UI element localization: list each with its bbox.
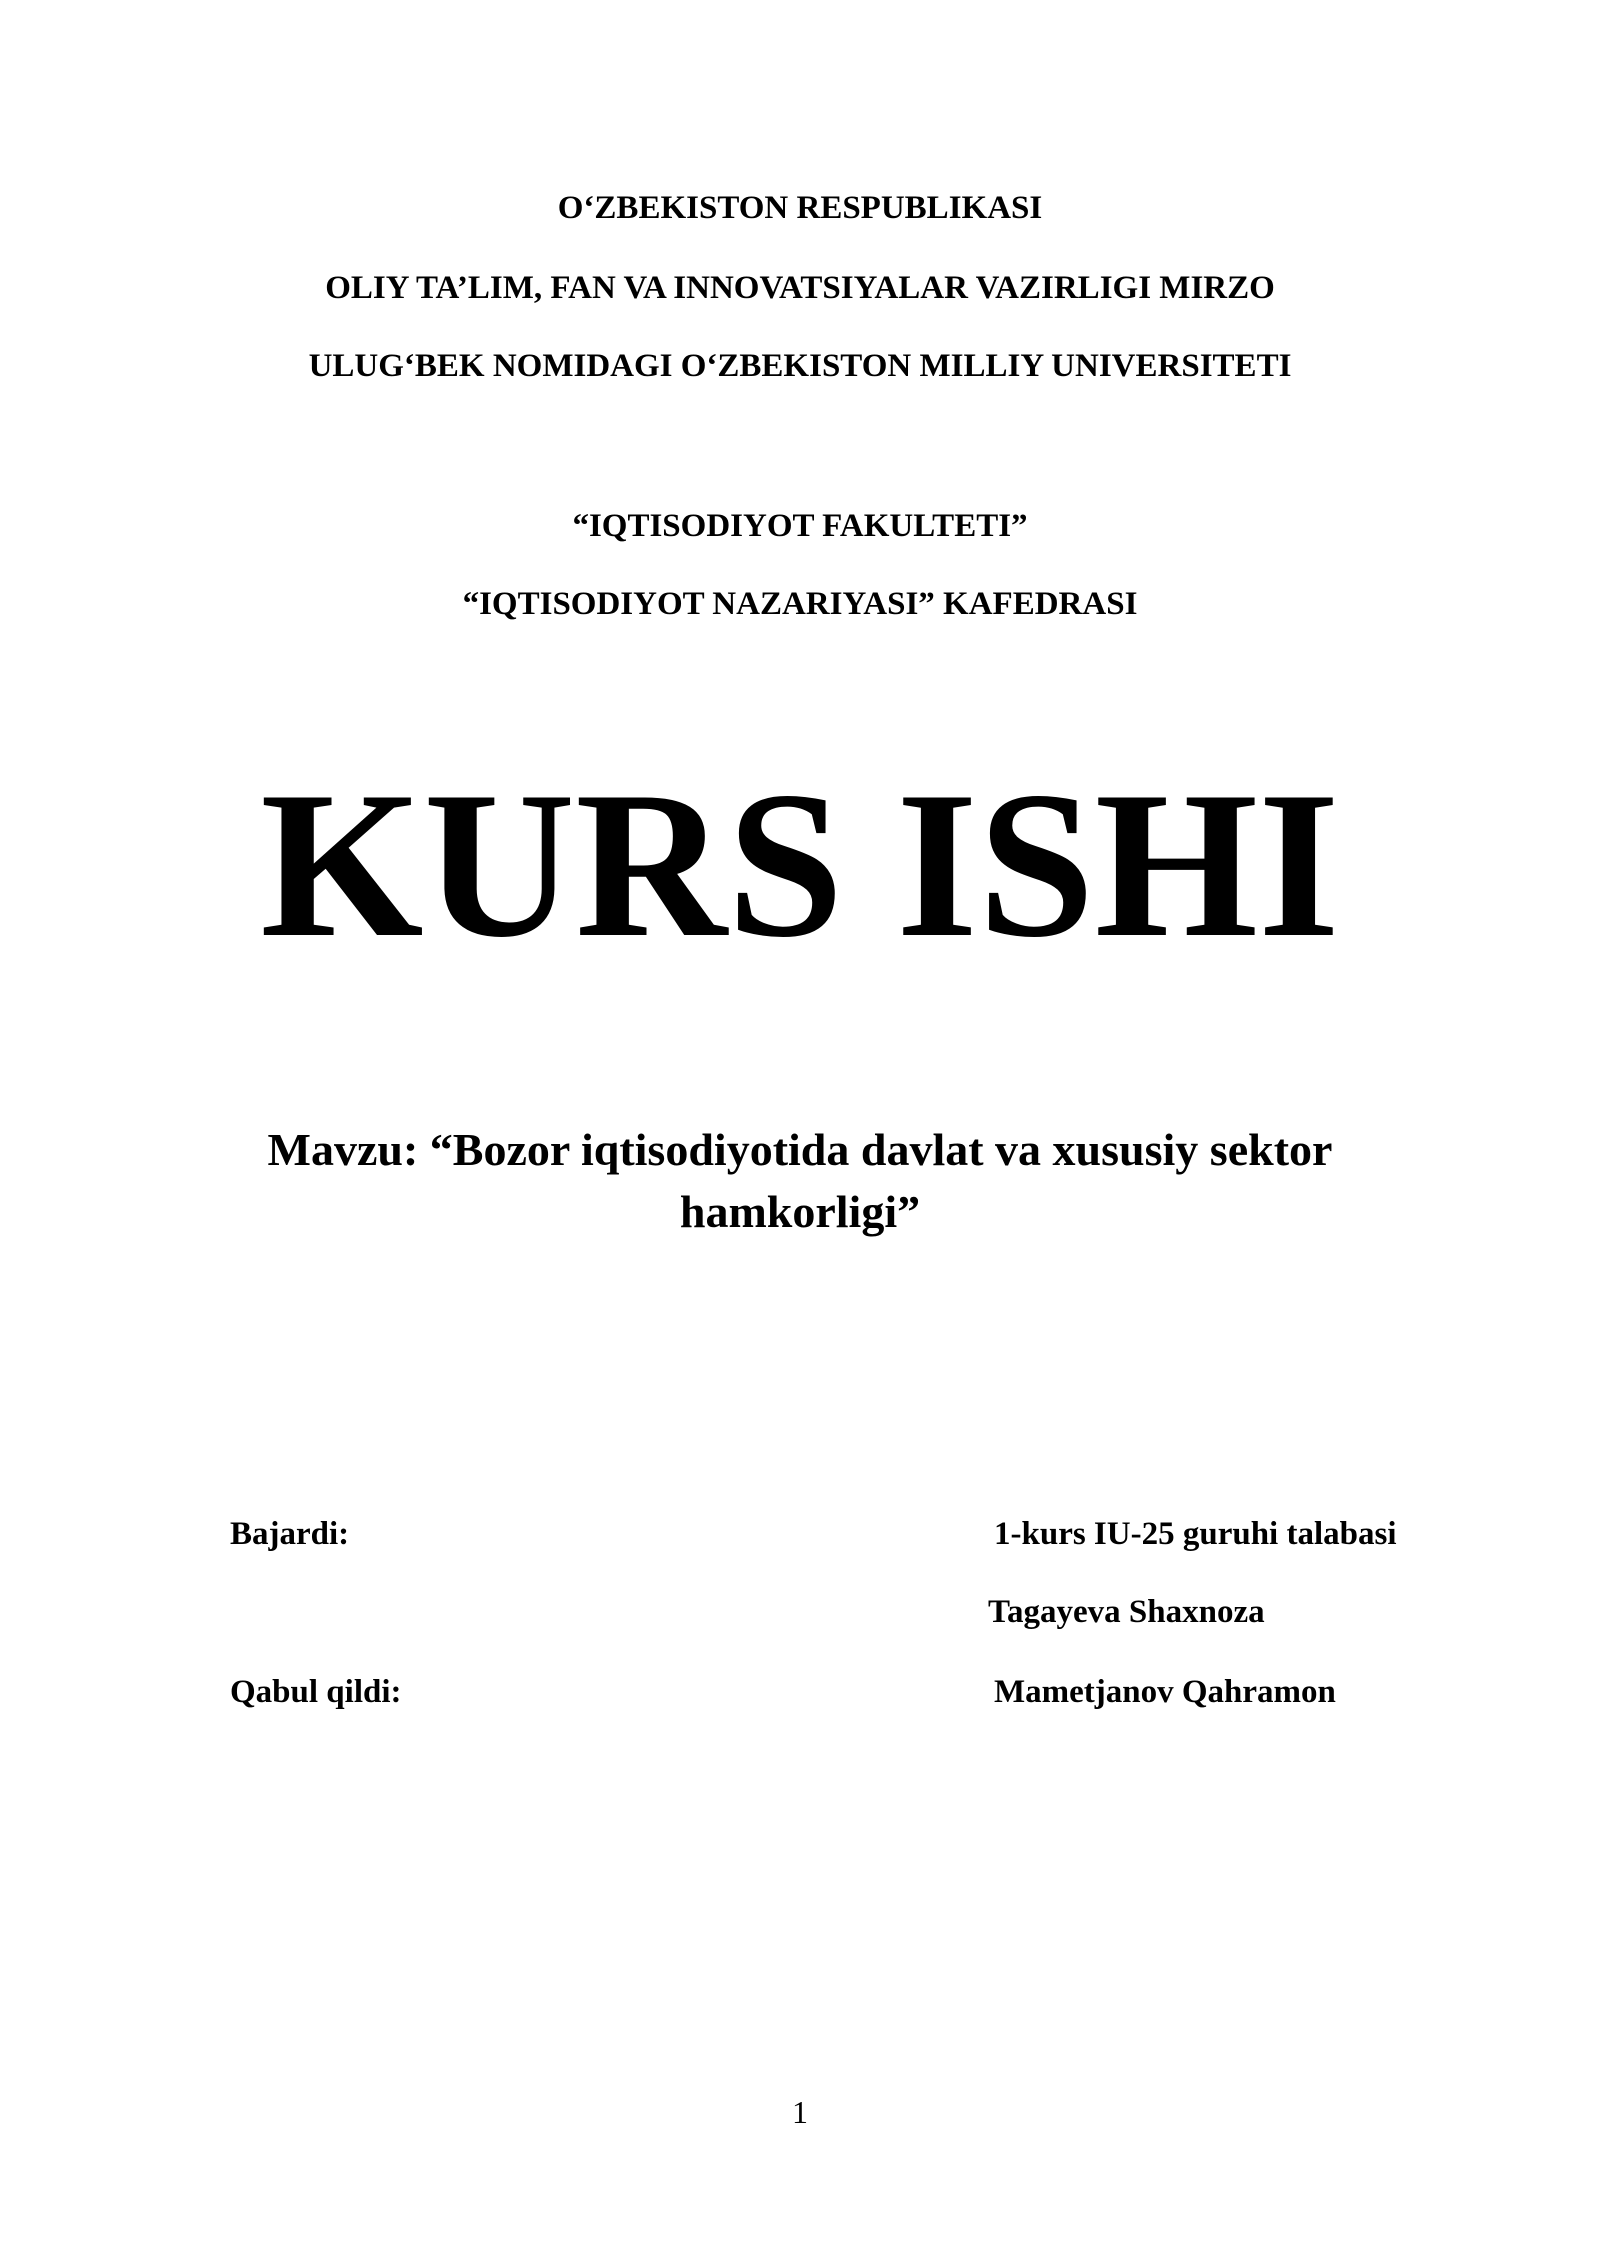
page-number: 1 [792, 2094, 808, 2130]
student-group: 1-kurs IU-25 guruhi talabasi [994, 1516, 1397, 1552]
faculty-name: “IQTISODIYOT FAKULTETI” [572, 508, 1028, 544]
accepted-label: Qabul qildi: [230, 1674, 402, 1710]
header-ministry: OLIY TA’LIM, FAN VA INNOVATSIYALAR VAZIRLIGI MIRZO [325, 270, 1275, 306]
document-title: KURS ISHI [260, 749, 1340, 981]
topic-line-1: Mavzu: “Bozor iqtisodiyotida davlat va xususiy sektor [267, 1124, 1333, 1175]
header-country: O‘ZBEKISTON RESPUBLIKASI [557, 190, 1043, 226]
topic-line-2: hamkorligi” [679, 1186, 921, 1237]
department-name: “IQTISODIYOT NAZARIYASI” KAFEDRASI [462, 586, 1138, 622]
student-name: Tagayeva Shaxnoza [988, 1594, 1265, 1630]
performed-label: Bajardi: [230, 1516, 350, 1552]
supervisor-name: Mametjanov Qahramon [994, 1674, 1336, 1710]
header-university: ULUG‘BEK NOMIDAGI O‘ZBEKISTON MILLIY UNIVERSITETI [308, 348, 1292, 384]
